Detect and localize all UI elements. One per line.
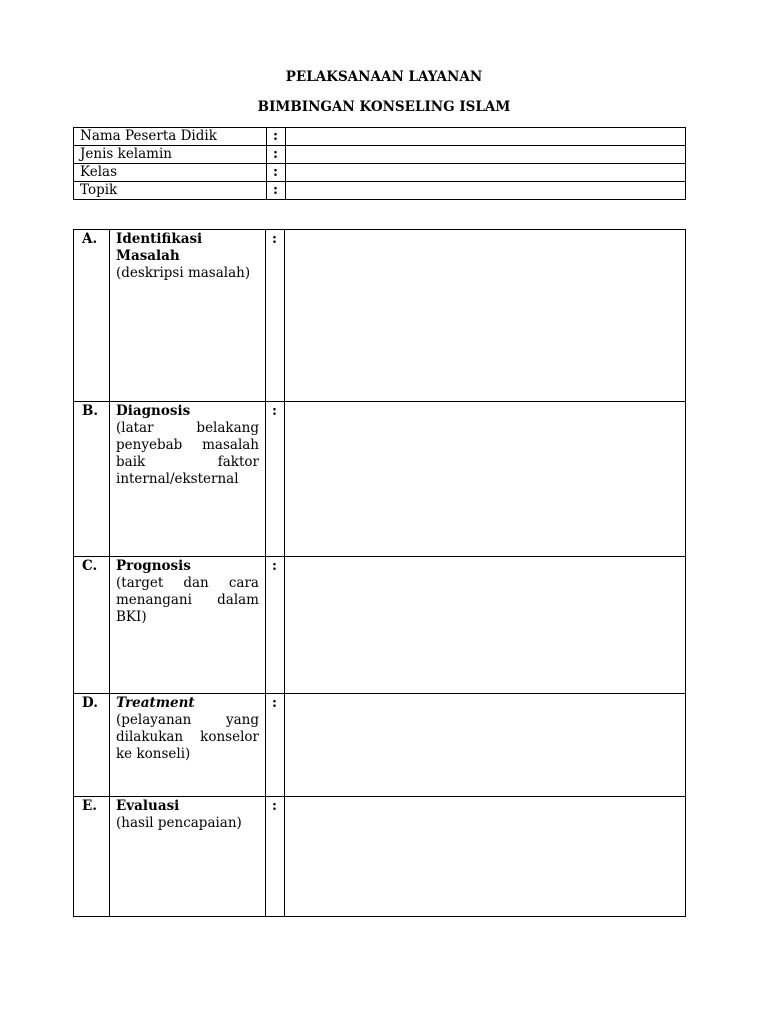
section-letter: C.: [74, 557, 110, 694]
section-letter: B.: [74, 402, 110, 557]
section-desc-line: BKI): [116, 609, 147, 625]
section-colon: :: [266, 694, 285, 797]
document-title: PELAKSANAAN LAYANAN: [285, 69, 483, 85]
info-label: Kelas: [74, 164, 267, 182]
section-row-d: [74, 694, 686, 797]
section-letter: D.: [74, 694, 110, 797]
info-label: Jenis kelamin: [74, 146, 267, 164]
section-row-e: [74, 797, 686, 917]
section-title: Identifikasi Masalah: [116, 231, 203, 264]
section-desc-line: (latar belakang: [116, 420, 259, 436]
info-row-topic: [74, 182, 686, 200]
section-title: Evaluasi: [116, 798, 180, 814]
section-desc-line: (pelayanan yang: [116, 712, 259, 728]
section-title: Diagnosis: [116, 403, 191, 419]
student-info-table: [73, 127, 686, 200]
section-desc-line: (hasil pencapaian): [116, 815, 242, 831]
section-desc-line: (target dan cara: [116, 575, 259, 591]
info-value-field[interactable]: [286, 182, 686, 200]
section-content-field[interactable]: [285, 694, 686, 797]
section-letter: E.: [74, 797, 110, 917]
section-row-b: [74, 402, 686, 557]
section-desc-line: penyebab masalah: [116, 437, 259, 453]
section-label: [110, 797, 266, 917]
section-desc-line: dilakukan konselor: [116, 729, 259, 745]
section-label: [110, 557, 266, 694]
section-colon: :: [266, 230, 285, 402]
section-row-c: [74, 557, 686, 694]
section-title: Prognosis: [116, 558, 191, 574]
info-label: Topik: [74, 182, 267, 200]
section-desc-line: ke konseli): [116, 746, 191, 762]
section-label: [110, 402, 266, 557]
section-content-field[interactable]: [285, 557, 686, 694]
section-colon: :: [266, 402, 285, 557]
info-colon: :: [267, 128, 286, 146]
document-subtitle: BIMBINGAN KONSELING ISLAM: [257, 99, 511, 115]
section-colon: :: [266, 557, 285, 694]
info-label: Nama Peserta Didik: [74, 128, 267, 146]
section-colon: :: [266, 797, 285, 917]
section-label: [110, 230, 266, 402]
info-colon: :: [267, 164, 286, 182]
info-row-class: [74, 164, 686, 182]
info-row-gender: [74, 146, 686, 164]
section-content-field[interactable]: [285, 230, 686, 402]
section-label: [110, 694, 266, 797]
info-colon: :: [267, 182, 286, 200]
section-letter: A.: [74, 230, 110, 402]
info-value-field[interactable]: [286, 146, 686, 164]
info-row-name: [74, 128, 686, 146]
section-title: Treatment: [116, 695, 195, 711]
section-desc-line: menangani dalam: [116, 592, 259, 608]
info-value-field[interactable]: [286, 128, 686, 146]
info-value-field[interactable]: [286, 164, 686, 182]
section-desc-line: internal/eksternal: [116, 471, 239, 487]
section-desc-line: baik faktor: [116, 454, 259, 470]
counseling-sections-table: [73, 229, 686, 917]
section-desc-line: (deskripsi masalah): [116, 265, 251, 281]
section-row-a: [74, 230, 686, 402]
info-colon: :: [267, 146, 286, 164]
section-content-field[interactable]: [285, 797, 686, 917]
section-content-field[interactable]: [285, 402, 686, 557]
